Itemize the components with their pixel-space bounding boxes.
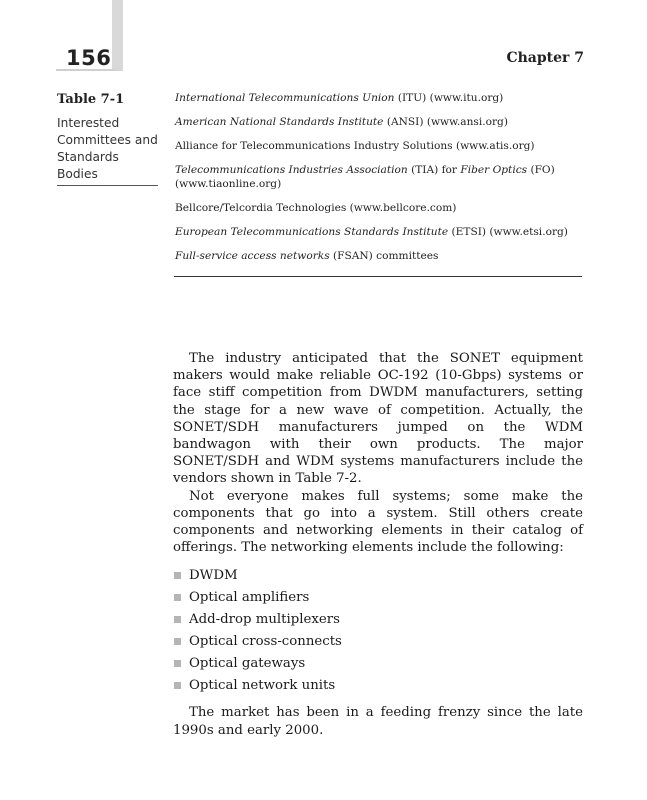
list-item: Optical amplifiers xyxy=(173,586,583,608)
table-entry: Alliance for Telecommunications Industry Solutions (www.atis.org) xyxy=(175,140,535,152)
page-number: 156 xyxy=(66,46,112,70)
body-text xyxy=(173,350,583,739)
chapter-label: Chapter 7 xyxy=(506,50,584,66)
table-entries xyxy=(175,91,582,273)
paragraph: The industry anticipated that the SONET equipment makers would make reliable OC-192 (10-Gbps) systems or face stiff competition from DWDM manufacturers, setting the stage for a new wave of competition. Actually, the SONET/SDH manufacturers jumped on the WDM bandwagon with their own products. The major SONET/SDH and WDM systems manufacturers include the vendors shown in Table 7-2. xyxy=(173,351,583,487)
paragraph: Not everyone makes full systems; some make the components that go into a system. Still others create components and networking elements in their catalog of offerings. The networking elements include the following: xyxy=(173,488,583,556)
list-item: Optical gateways xyxy=(173,652,583,674)
paragraph: The market has been in a feeding frenzy since the late 1990s and early 2000. xyxy=(173,705,583,738)
square-bullet-icon xyxy=(174,594,181,601)
table-entry: Telecommunications Industries Association (TIA) for Fiber Optics (FO) (www.tiaonline.org) xyxy=(175,164,555,190)
table-entry: International Telecommunications Union (ITU) (www.itu.org) xyxy=(175,92,504,104)
square-bullet-icon xyxy=(174,572,181,579)
square-bullet-icon xyxy=(174,682,181,689)
square-bullet-icon xyxy=(174,660,181,667)
square-bullet-icon xyxy=(174,616,181,623)
list-item: Optical network units xyxy=(173,674,583,696)
square-bullet-icon xyxy=(174,638,181,645)
table-label: Table 7-1 xyxy=(57,92,125,107)
table-entry: European Telecommunications Standards Institute (ETSI) (www.etsi.org) xyxy=(175,226,568,238)
table-entry: Bellcore/Telcordia Technologies (www.bellcore.com) xyxy=(175,202,457,214)
table-caption: Interested Committees and Standards Bodies xyxy=(57,115,158,186)
list-item: Add-drop multiplexers xyxy=(173,608,583,630)
list-item: Optical cross-connects xyxy=(173,630,583,652)
table-entry: American National Standards Institute (ANSI) (www.ansi.org) xyxy=(175,116,508,128)
list-item: DWDM xyxy=(173,564,583,586)
table-entry: Full-service access networks (FSAN) committees xyxy=(175,250,439,262)
table-bottom-rule xyxy=(174,276,582,277)
bullet-list xyxy=(173,564,583,696)
